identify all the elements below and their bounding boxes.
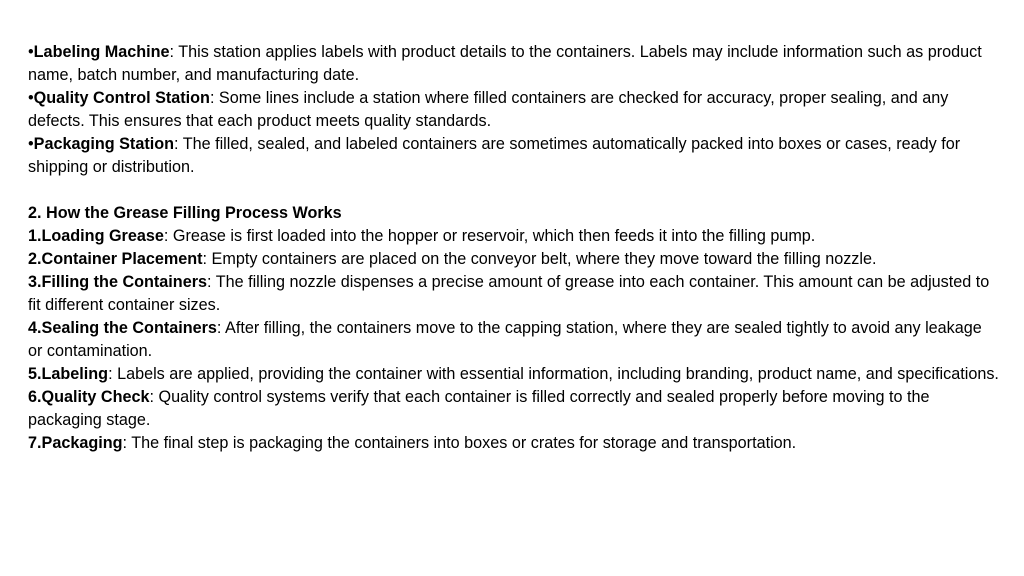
step-title: Sealing the Containers (41, 319, 217, 337)
step-item-labeling (28, 363, 1000, 386)
step-title: Quality Check (41, 388, 150, 406)
step-text: : Empty containers are placed on the conveyor belt, where they move toward the filling nozzle. (202, 250, 877, 268)
step-title: Filling the Containers (41, 273, 207, 291)
step-marker: 4. (28, 319, 42, 337)
bullet-marker: • (28, 43, 34, 61)
bullet-marker: • (28, 135, 34, 153)
bullet-item-quality-control-station (28, 87, 1000, 133)
bullet-item-labeling-machine (28, 41, 1000, 87)
bullet-title: Quality Control Station (33, 89, 210, 107)
slide-body (28, 41, 1000, 455)
step-title: Packaging (41, 434, 123, 452)
bullet-title: Packaging Station (33, 135, 174, 153)
step-item-container-placement (28, 248, 1000, 271)
step-item-packaging (28, 432, 1000, 455)
step-marker: 2. (28, 250, 42, 268)
step-title: Loading Grease (41, 227, 164, 245)
step-marker: 1. (28, 227, 42, 245)
step-marker: 7. (28, 434, 42, 452)
step-text: : Grease is first loaded into the hopper or reservoir, which then feeds it into the filling pump. (163, 227, 816, 245)
bullet-title: Labeling Machine (33, 43, 170, 61)
bullet-item-packaging-station (28, 133, 1000, 179)
step-item-quality-check (28, 386, 1000, 432)
step-item-filling-the-containers (28, 271, 1000, 317)
bullet-text: : This station applies labels with product details to the containers. Labels may include information such as product name, batch number, and manufacturing date. (28, 43, 982, 84)
step-text: : Labels are applied, providing the container with essential information, including branding, product name, and specifications. (108, 365, 999, 383)
step-text: : After filling, the containers move to the capping station, where they are sealed tightly to avoid any leakage or contamination. (28, 319, 982, 360)
step-item-sealing-the-containers (28, 317, 1000, 363)
step-text: : Quality control systems verify that each container is filled correctly and sealed properly before moving to the packaging stage. (28, 388, 930, 429)
bullet-marker: • (28, 89, 34, 107)
section-heading: 2. How the Grease Filling Process Works (28, 204, 342, 222)
step-title: Container Placement (41, 250, 203, 268)
step-item-loading-grease (28, 225, 1000, 248)
bullet-text: : The filled, sealed, and labeled containers are sometimes automatically packed into boxes or cases, ready for shipping or distribution. (28, 135, 961, 176)
step-marker: 3. (28, 273, 42, 291)
step-text: : The final step is packaging the containers into boxes or crates for storage and transportation. (122, 434, 797, 452)
step-marker: 6. (28, 388, 42, 406)
step-text: : The filling nozzle dispenses a precise amount of grease into each container. This amount can be adjusted to fit different container sizes. (28, 273, 990, 314)
step-marker: 5. (28, 365, 42, 383)
spacer (28, 179, 1000, 202)
bullet-text: : Some lines include a station where filled containers are checked for accuracy, proper sealing, and any defects. This ensures that each product meets quality standards. (28, 89, 949, 130)
step-title: Labeling (41, 365, 109, 383)
